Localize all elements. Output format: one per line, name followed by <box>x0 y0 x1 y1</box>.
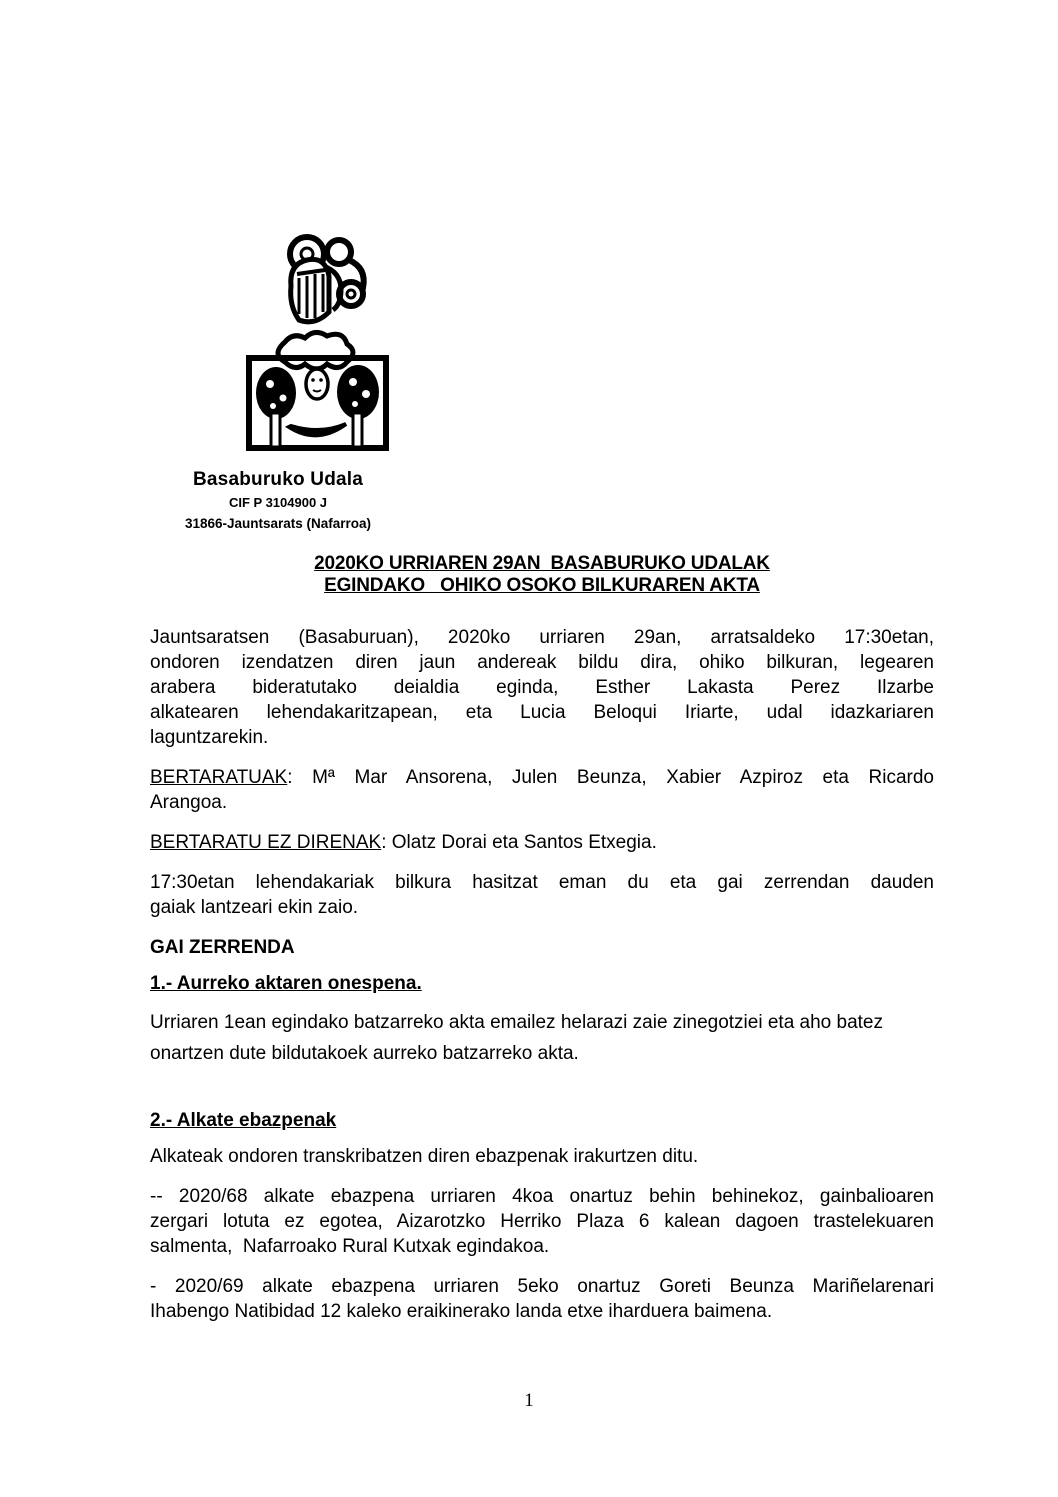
section-heading: 1.- Aurreko aktaren onespena. <box>150 973 422 994</box>
section-heading: 2.- Alkate ebazpenak <box>150 1110 337 1131</box>
letterhead <box>157 470 399 531</box>
text-line: ondoren izendatzen diren jaun andereak bildu dira, ohiko bilkuran, legearen <box>150 652 934 673</box>
document-body <box>150 625 934 1324</box>
text-line: Alkateak ondoren transkribatzen diren ebazpenak irakurtzen ditu. <box>150 1146 699 1167</box>
text-line: salmenta, Nafarroako Rural Kutxak egindakoa. <box>150 1236 550 1257</box>
section-heading: GAI ZERRENDA <box>150 937 295 958</box>
paragraph <box>150 830 934 855</box>
org-address: 31866-Jauntsarats (Nafarroa) <box>184 516 372 531</box>
document-content <box>150 553 934 1339</box>
paragraph <box>150 1007 934 1069</box>
paragraph <box>150 870 934 920</box>
text-line: BERTARATUAK: Mª Mar Ansorena, Julen Beunza, Xabier Azpiroz eta Ricardo <box>150 767 934 788</box>
document-title <box>150 553 934 597</box>
text-line: arabera bideratutako deialdia eginda, Esther Lakasta Perez Ilzarbe <box>150 677 934 698</box>
text-line: Jauntsaratsen (Basaburuan), 2020ko urriaren 29an, arratsaldeko 17:30etan, <box>150 627 934 648</box>
paragraph <box>150 1184 934 1259</box>
text-line: Urriaren 1ean egindako batzarreko akta emailez helarazi zaie zinegotziei eta aho batez <box>150 1012 883 1033</box>
text-line: - 2020/69 alkate ebazpena urriaren 5eko onartuz Goreti Beunza Mariñelarenari <box>150 1276 934 1297</box>
text-line: laguntzarekin. <box>150 727 269 748</box>
document-title-line1: 2020KO URRIAREN 29AN BASABURUKO UDALAK <box>314 553 770 574</box>
text-line: 17:30etan lehendakariak bilkura hasitzat eman du eta gai zerrendan dauden <box>150 872 934 893</box>
org-name: Basaburuko Udala <box>192 469 364 490</box>
paragraph <box>150 625 934 750</box>
text-line: zergari lotuta ez egotea, Aizarotzko Herriko Plaza 6 kalean dagoen trastelekuaren <box>150 1211 934 1232</box>
blank-line <box>150 1083 934 1108</box>
coat-of-arms-icon <box>245 232 390 452</box>
paragraph <box>150 765 934 815</box>
text-line: BERTARATU EZ DIRENAK: Olatz Dorai eta Santos Etxegia. <box>150 832 657 853</box>
paragraph <box>150 1144 934 1169</box>
org-cif: CIF P 3104900 J <box>228 495 328 510</box>
text-line: gaiak lantzeari ekin zaio. <box>150 897 359 918</box>
text-line: alkatearen lehendakaritzapean, eta Lucia Beloqui Iriarte, udal idazkariaren <box>150 702 934 723</box>
page-number: 1 <box>524 1390 534 1411</box>
text-line: onartzen dute bildutakoek aurreko batzarreko akta. <box>150 1043 579 1064</box>
text-line: Ihabengo Natibidad 12 kaleko eraikinerako landa etxe iharduera baimena. <box>150 1301 773 1322</box>
text-line: -- 2020/68 alkate ebazpena urriaren 4koa onartuz behin behinekoz, gainbalioaren <box>150 1186 934 1207</box>
document-title-line2: EGINDAKO OHIKO OSOKO BILKURAREN AKTA <box>324 575 760 596</box>
paragraph <box>150 1274 934 1324</box>
text-line: Arangoa. <box>150 792 228 813</box>
